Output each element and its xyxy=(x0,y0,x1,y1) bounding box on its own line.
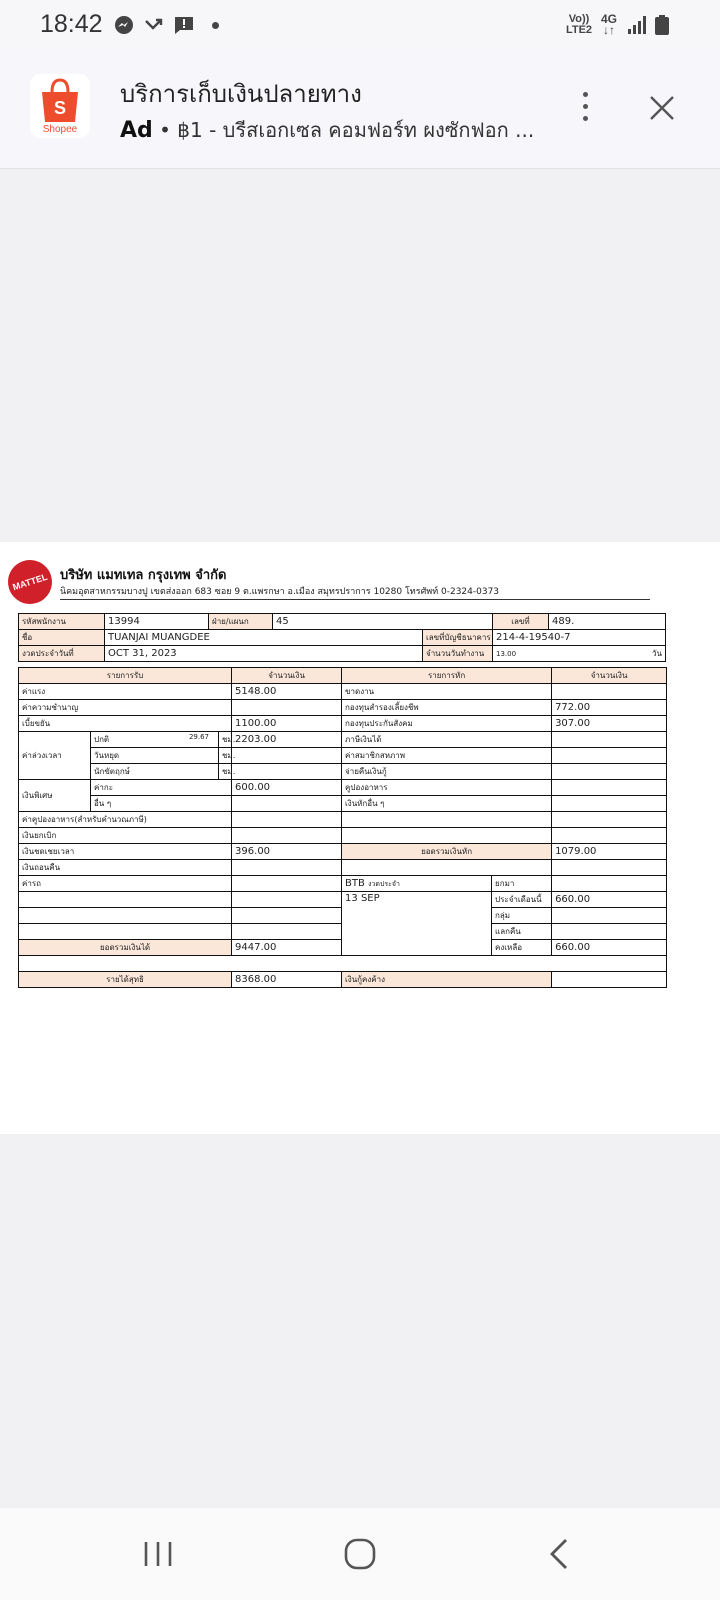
notification-dot xyxy=(212,22,219,29)
close-icon[interactable] xyxy=(648,94,676,122)
total-income-value: 9447.00 xyxy=(232,940,342,956)
dept-label: ฝ่าย/แผนก xyxy=(209,614,273,630)
ad-subtitle[interactable] xyxy=(120,114,550,146)
emp-id: 13994 xyxy=(105,614,209,630)
employee-name: TUANJAI MUANGDEE xyxy=(105,630,423,646)
hours-unit-3: ชม. xyxy=(219,764,232,780)
special-label: เงินพิเศษ xyxy=(19,780,91,812)
status-time: 18:42 xyxy=(40,10,103,38)
btb-date: 13 SEP xyxy=(342,892,492,956)
overtime-label: ค่าล่วงเวลา xyxy=(19,732,91,780)
total-income-label: ยอดรวมเงินได้ xyxy=(19,940,232,956)
loan-remaining-label: เงินกู้คงค้าง xyxy=(342,972,552,988)
net-income-label: รายได้สุทธิ xyxy=(19,972,232,988)
address-underline xyxy=(60,599,650,600)
tax-label: ภาษีเงินได้ xyxy=(342,732,552,748)
ot-normal-label: ปกติ xyxy=(94,735,110,744)
remain-value: 660.00 xyxy=(552,940,667,956)
more-options-icon[interactable] xyxy=(574,92,596,122)
ot-normal-hours: 29.67 xyxy=(188,733,209,741)
other-deduct-label: เงินหักอื่น ๆ xyxy=(342,796,552,812)
company-name: บริษัท แมทเทล กรุงเทพ จำกัด xyxy=(60,568,227,583)
food-coupon-label: คูปองอาหาร xyxy=(342,780,552,796)
provident-label: กองทุนสำรองเลี้ยงชีพ xyxy=(342,700,552,716)
btb-label: BTB xyxy=(345,877,365,889)
income-header: รายการรับ xyxy=(19,668,232,684)
group-label: กลุ่ม xyxy=(492,908,552,924)
slip-no: 489. xyxy=(549,614,666,630)
payslip-document xyxy=(0,542,720,1134)
allowance-label: เบี้ยขยัน xyxy=(19,716,232,732)
messenger-icon xyxy=(114,15,134,35)
makeup-label: เงินชดเชยเวลา xyxy=(19,844,232,860)
ad-banner[interactable] xyxy=(0,46,720,169)
shift-value: 600.00 xyxy=(232,780,342,796)
wage-value: 5148.00 xyxy=(232,684,342,700)
emp-id-label: รหัสพนักงาน xyxy=(19,614,105,630)
mattel-logo: MATTEL xyxy=(2,554,57,609)
ot-special-label: นักขัตฤกษ์ xyxy=(91,764,219,780)
recent-apps-icon[interactable] xyxy=(138,1534,178,1574)
workdays: 13.00 xyxy=(493,646,549,662)
network-type: 4G ↓↑ xyxy=(600,12,617,37)
wage-label: ค่าแรง xyxy=(19,684,232,700)
account-number: 214-4-19540-7 xyxy=(493,630,666,646)
union-label: ค่าสมาชิกสหภาพ xyxy=(342,748,552,764)
experience-label: ค่าความชำนาญ xyxy=(19,700,232,716)
alert-message-icon xyxy=(174,15,194,35)
dept: 45 xyxy=(273,614,423,630)
total-deduct-value: 1079.00 xyxy=(552,844,667,860)
ad-tag: Ad xyxy=(120,118,153,143)
monthly-value: 660.00 xyxy=(552,892,667,908)
social-security-label: กองทุนประกันสังคม xyxy=(342,716,552,732)
total-deduct-label: ยอดรวมเงินหัก xyxy=(342,844,552,860)
name-label: ชื่อ xyxy=(19,630,105,646)
period: OCT 31, 2023 xyxy=(105,646,423,662)
refund-label: เงินถอนคืน xyxy=(19,860,232,876)
btb-sub-label: งวดประจำ xyxy=(368,879,400,888)
volte-indicator: Vo)) LTE2 xyxy=(565,13,593,36)
exchange-label: แลกคืน xyxy=(492,924,552,940)
monthly-label: ประจำเดือนนี้ xyxy=(492,892,552,908)
ot-holiday-label: วันหยุด xyxy=(91,748,219,764)
amount-header-2: จำนวนเงิน xyxy=(552,668,667,684)
net-income-value: 8368.00 xyxy=(232,972,342,988)
battery-icon xyxy=(654,14,670,36)
borrow-label: เงินยกเบิก xyxy=(19,828,232,844)
allowance-value: 1100.00 xyxy=(232,716,342,732)
no-label: เลขที่ xyxy=(493,614,549,630)
hours-unit-2: ชม. xyxy=(219,748,232,764)
company-address: นิคมอุตสาหกรรมบางปู เขตส่งออก 683 ซอย 9 ต.แพรกษา อ.เมือง สมุทรปราการ 10280 โทรศัพท์ 0-2324-0373 xyxy=(60,587,500,597)
shift-label: ค่ากะ xyxy=(91,780,232,796)
svg-text:S: S xyxy=(53,98,67,118)
shopee-logo xyxy=(30,74,90,138)
period-label: งวดประจำวันที่ xyxy=(19,646,105,662)
amount-header: จำนวนเงิน xyxy=(232,668,342,684)
absent-label: ขาดงาน xyxy=(342,684,552,700)
carry-label: ยกมา xyxy=(492,876,552,892)
overtime-value: 2203.00 xyxy=(232,732,342,748)
employee-info-table xyxy=(18,613,666,662)
other-label: อื่น ๆ xyxy=(91,796,232,812)
transport-label: ค่ารถ xyxy=(19,876,232,892)
signal-bars-icon xyxy=(626,14,648,36)
status-bar xyxy=(0,0,720,46)
navigation-bar xyxy=(0,1508,720,1600)
shopee-logo-text: Shopee xyxy=(42,124,78,135)
workdays-unit: วัน xyxy=(549,646,666,662)
earnings-deductions-table xyxy=(18,667,667,988)
provident-value: 772.00 xyxy=(552,700,667,716)
remain-label: คงเหลือ xyxy=(492,940,552,956)
missed-call-icon xyxy=(144,15,164,35)
home-icon[interactable] xyxy=(340,1534,380,1574)
ad-text: • ฿1 - บรีสเอกเซล คอมฟอร์ท ผงซักฟอก ... xyxy=(159,118,535,142)
coupon-tax-label: ค่าคูปองอาหาร(สำหรับคำนวณภาษี) xyxy=(19,812,232,828)
makeup-value: 396.00 xyxy=(232,844,342,860)
hours-unit: ชม. xyxy=(219,732,232,748)
loan-repay-label: จ่ายคืนเงินกู้ xyxy=(342,764,552,780)
back-icon[interactable] xyxy=(540,1534,580,1574)
deduction-header: รายการหัก xyxy=(342,668,552,684)
account-label: เลขที่บัญชีธนาคาร xyxy=(423,630,493,646)
workdays-label: จำนวนวันทำงาน xyxy=(423,646,493,662)
social-security-value: 307.00 xyxy=(552,716,667,732)
ad-title[interactable]: บริการเก็บเงินปลายทาง xyxy=(120,80,362,108)
